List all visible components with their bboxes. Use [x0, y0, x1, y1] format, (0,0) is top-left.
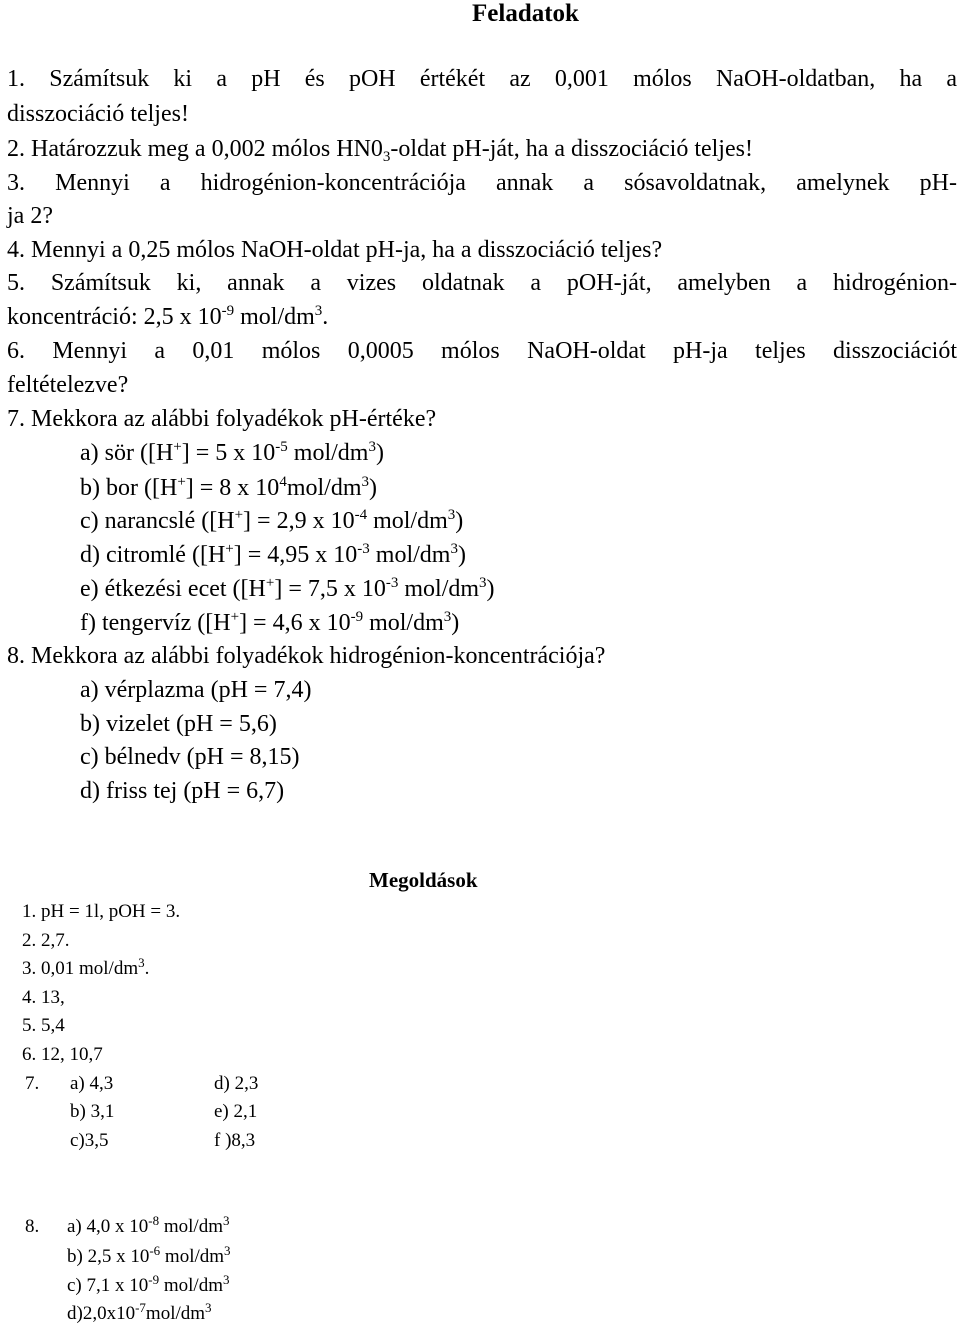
- question-8-item: a) vérplazma (pH = 7,4): [80, 677, 312, 703]
- question-8-item: c) bélnedv (pH = 8,15): [80, 744, 300, 770]
- question-7-header: 7. Mekkora az alábbi folyadékok pH-értéke?: [7, 406, 437, 432]
- question-7-item: d) citromlé ([H+] = 4,95 x $10^{-3}$ mol/$dm^3$): [80, 541, 466, 568]
- question-7-item: a) sör ([H+] = 5 x $10^{-5}$ mol/$dm^3$): [80, 439, 384, 466]
- solution-7-e: e) 2,1: [214, 1101, 258, 1122]
- solution-8-number: 8.: [25, 1216, 40, 1237]
- question-4: 4. Mennyi a 0,25 mólos NaOH-oldat pH-ja, ha a disszociáció teljes?: [7, 237, 663, 263]
- solution-3: 3. 0,01 mol/$dm^3$.: [22, 955, 150, 979]
- page-title: Feladatok: [472, 0, 579, 27]
- solution-8-d: $d)2,0x10^{-7}mol/dm^3$: [67, 1300, 212, 1324]
- question-7-item: b) bor ([H+] = 8 x $10^4mol/dm^3$): [80, 474, 377, 501]
- question-8-header: 8. Mekkora az alábbi folyadékok hidrogénion-koncentrációja?: [7, 643, 606, 669]
- solution-7-a: a) 4,3: [70, 1073, 114, 1094]
- solutions-title: Megoldások: [369, 868, 478, 892]
- solution-5: 5. 5,4: [22, 1015, 65, 1036]
- question-7-item: f) tengervíz ([H+] = 4,6 x $10^{-9}$ mol/$dm^3$): [80, 609, 460, 636]
- question-1-line-2: disszociáció teljes!: [7, 101, 189, 127]
- question-8-item: b) vizelet (pH = 5,6): [80, 711, 277, 737]
- question-3-line-2: ja 2?: [7, 203, 53, 229]
- solution-7-b: b) 3,1: [70, 1101, 115, 1122]
- question-6-line-1: 6. Mennyi a 0,01 mólos 0,0005 mólos NaOH-oldat pH-ja teljes disszociációt: [7, 338, 957, 364]
- question-7-item: c) narancslé ([H+] = 2,9 x $10^{-4}$ mol/$dm^3$): [80, 507, 464, 534]
- solution-7-f: f )8,3: [214, 1130, 256, 1151]
- solution-7-number: 7.: [25, 1073, 40, 1094]
- question-7-item: e) étkezési ecet ([H+] = 7,5 x $10^{-3}$ mol/$dm^3$): [80, 575, 495, 602]
- question-5-line-2: koncentráció: 2,5 x $10^{-9}$ mol/$dm^3$.: [7, 303, 329, 330]
- solution-7-c: c)3,5: [70, 1130, 109, 1151]
- question-2: 2. Határozzuk meg a 0,002 mólos $HN0_3$-oldat pH-ját, ha a disszociáció teljes!: [7, 136, 753, 165]
- solution-1: 1. pH = 1l, pOH = 3.: [22, 901, 181, 922]
- question-1-line-1: 1. Számítsuk ki a pH és pOH értékét az 0,001 mólos NaOH-oldatban, ha a: [7, 66, 957, 92]
- solution-4: 4. 13,: [22, 987, 65, 1008]
- question-5-line-1: 5. Számítsuk ki, annak a vizes oldatnak a pOH-ját, amelyben a hidrogénion-: [7, 270, 957, 296]
- solution-6: 6. 12, 10,7: [22, 1044, 103, 1065]
- solution-2: 2. 2,7.: [22, 930, 70, 951]
- question-6-line-2: feltételezve?: [7, 372, 129, 398]
- question-3-line-1: 3. Mennyi a hidrogénion-koncentrációja annak a sósavoldatnak, amelynek pH-: [7, 170, 957, 196]
- solution-8-a: a) 4,0 x $10^{-8}$ mol/$dm^3$: [67, 1213, 230, 1237]
- question-8-item: d) friss tej (pH = 6,7): [80, 778, 285, 804]
- solution-8-b: b) 2,5 x $10^{-6}$ mol/$dm^3$: [67, 1243, 231, 1267]
- solution-8-c: c) 7,1 x $10^{-9}$ mol/$dm^3$: [67, 1272, 230, 1296]
- solution-7-d: d) 2,3: [214, 1073, 259, 1094]
